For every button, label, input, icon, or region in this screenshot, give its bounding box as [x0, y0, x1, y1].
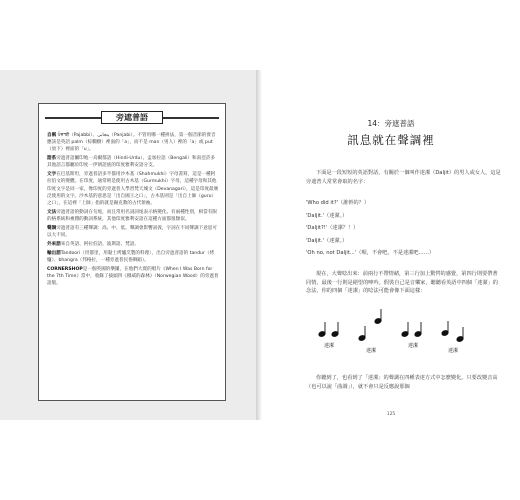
dialogue-line: 'Daljit?!'（達潔？！） [306, 225, 359, 231]
chapter-label: 14：旁遮普語 [367, 119, 415, 128]
glossary-entry-exports: 輸出語Tandoori（坦都里，用黏土烤爐烹製的料理），出自旁遮普語的 tandur（烤爐）、bhangra（邦格拉，一種旁遮普民俗舞蹈）。 [47, 250, 215, 263]
page-number: 125 [386, 412, 396, 417]
glossary-entry-loanwords: 外來語來自英語、阿拉伯語、波斯語、梵語。 [47, 241, 139, 247]
closing-paragraph: 你聽到了，也看到了「達潔」的聲調在四種表達方式中怎麼變化。只要改變音高（也可以說「曲調」），就不會只是反應說那個 [306, 375, 498, 390]
note-label: 達潔 [448, 348, 459, 354]
right-page [262, 70, 520, 420]
left-page [0, 70, 256, 420]
tone-notes-illustration [300, 289, 480, 354]
note-label: 達潔 [408, 343, 419, 349]
note-label: 達潔 [366, 348, 377, 354]
note-group-2 [358, 309, 382, 354]
intro-paragraph: 下面是一段短短的英語對話，有關於一個叫作達潔（Daljit）的男人或女人，這是旁遮普人常常會取的名字： [306, 170, 501, 185]
glossary-entry-family: 語系旁遮普語屬印地一烏爾都語（Hindi-Urdu）、孟加拉語（Bengali）和南亞許多其他語言都屬於印度一伊朗語族的印度雅利安語分支。 [47, 156, 216, 169]
glossary-body [47, 132, 219, 289]
glossary-entry-grammar: 文法旁遮普語的動詞在句尾，而且常用名詞詞尾表示格變化。有兩種性別，相當有限的格系統和複雜的動詞系統，其他印度雅利安語在這種方面都很類似。 [47, 209, 217, 223]
dialogue-line: 'Daljit.'（達潔。） [306, 212, 348, 219]
note-label: 達潔 [324, 343, 335, 349]
glossary-entry-script: 文字在巴基斯坦，旁遮普語多半都用沙木基（Shahmukhi）字母書寫，這是一種阿拉伯文的變體。在印度，通常則是使用古木基（Gurmukhi）字母，這種字母和其他印度文字是同一家，像印度的旁遮普人學習梵天城文（Devanagari），這是印度最廣泛使用的文字。沙木基的意思是「出自國王之口」，古木基則是「出自上師（guru）之口」，在這裡「上師」指的就是錫克教的古代領袖。 [47, 172, 219, 207]
chapter-title: 訊息就在聲調裡 [347, 133, 435, 147]
glossary-entry-tones: 聲調旁遮普語有三種聲調：高、中、低。聲調會影響詞義，字詞在不同聲調下意思可以大不同。 [47, 225, 217, 239]
glossary-entry-cornershop: CORNERSHOP是一個英國的樂團，在他們大賣的唱片《When I Was Born for the 7th Time》當中，收錄了披頭四《挪威的森林》（Norwegian Wood）的旁遮普語版。 [47, 266, 219, 287]
dialogue-line: 'Daljit.'（達潔。） [306, 237, 348, 244]
glossary-box [38, 103, 226, 401]
note-group-1 [318, 322, 339, 349]
glossary-title: 旁遮普語 [101, 111, 163, 124]
explanation-paragraph: 現在，大聲唸出來：前兩行不帶情緒，第三行加上驚愕的感覺，第四行則要帶著同情，最後一行則是絕望的呻吟。假裝自己是音樂家，聽聽看英語中四個「達潔」的念法，你的四個「達潔」的唸法可能會像下面這樣： [306, 271, 498, 295]
dialogue-line: 'Oh no, not Daljit...'（喔，不會吧，不是達潔吧……） [306, 250, 435, 256]
dialogue-block [306, 199, 502, 262]
dialogue-line: 'Who did it?'（誰幹的？） [306, 200, 370, 206]
glossary-entry-self-name: 自稱 ਪੰਜਾਬੀ（Pajabbi）、پنجابی（Panjabi）。不管用哪一種拼法，第一個音節的發音應該是英語 palm（棕櫚樹）裡面的「a」，而不是 man（男人）裡的「a」或 put（放下）裡面的「u」。 [47, 133, 216, 153]
note-group-3 [401, 322, 422, 349]
